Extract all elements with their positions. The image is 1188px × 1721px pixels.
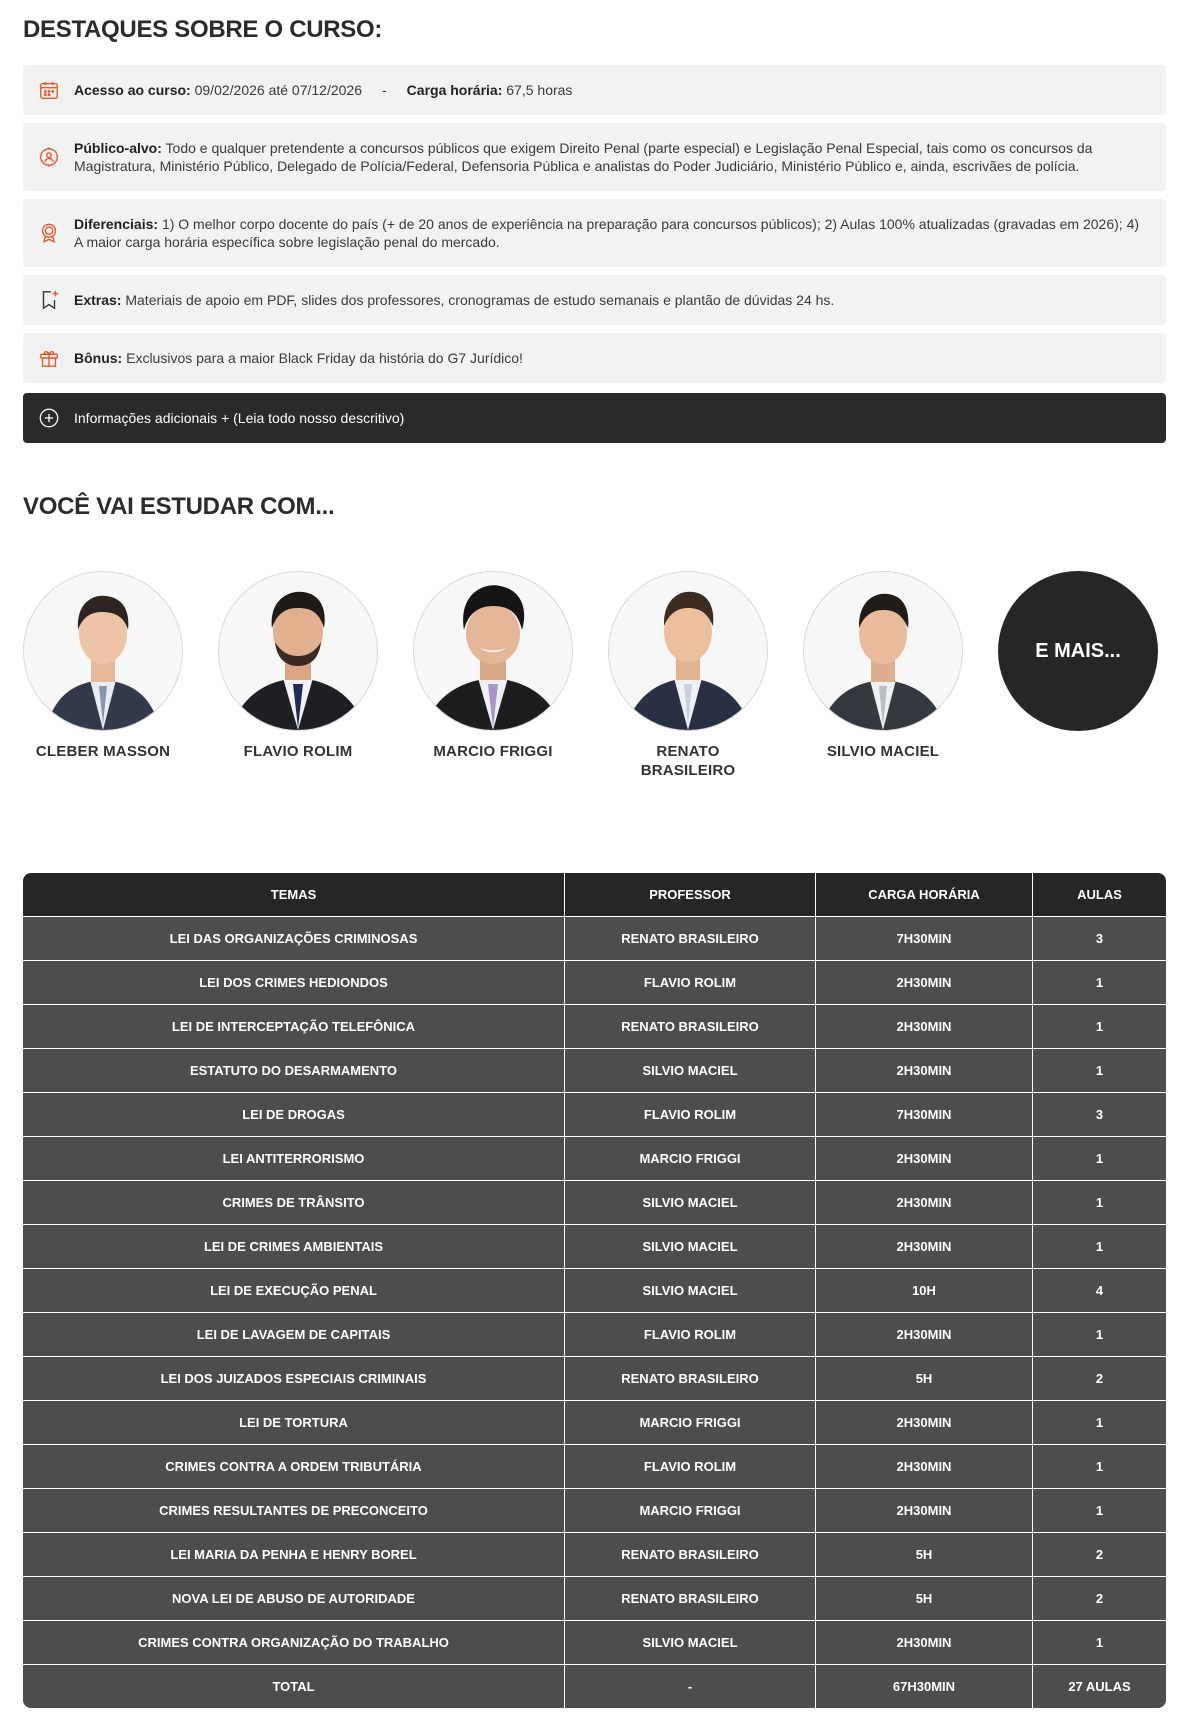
audience-value: Todo e qualquer pretendente a concursos públicos que exigem Direito Penal (parte especial) e Legislação Penal Especial, tais como os concursos da Magistratura, Ministério Público, Delegado de Polícia/Federal, Defensoria Pública e analistas do Poder Judiciário, Ministério Público e, ainda, escrivães de polícia. bbox=[74, 140, 1093, 174]
separator: - bbox=[382, 82, 387, 98]
header-carga-horaria: CARGA HORÁRIA bbox=[816, 873, 1033, 917]
cell-carga-horaria: 2H30MIN bbox=[816, 1313, 1033, 1357]
cell-aulas: 4 bbox=[1033, 1269, 1166, 1313]
extras-row bbox=[23, 275, 1166, 325]
cell-aulas: 1 bbox=[1033, 1049, 1166, 1093]
cell-carga-horaria: 2H30MIN bbox=[816, 1137, 1033, 1181]
cell-aulas: 2 bbox=[1033, 1533, 1166, 1577]
hours-label: Carga horária: bbox=[406, 82, 503, 98]
calendar-icon bbox=[37, 78, 61, 102]
table-row bbox=[23, 1005, 1166, 1049]
table-row bbox=[23, 917, 1166, 961]
table-body bbox=[23, 917, 1166, 1708]
cell-aulas: 1 bbox=[1033, 1005, 1166, 1049]
cell-carga-horaria: 2H30MIN bbox=[816, 1005, 1033, 1049]
cell-aulas: 1 bbox=[1033, 1225, 1166, 1269]
cell-professor: SILVIO MACIEL bbox=[565, 1269, 816, 1313]
header-temas: TEMAS bbox=[23, 873, 565, 917]
table-row bbox=[23, 961, 1166, 1005]
cell-tema: LEI DE DROGAS bbox=[23, 1093, 565, 1137]
table-row bbox=[23, 1621, 1166, 1665]
cell-tema: CRIMES CONTRA ORGANIZAÇÃO DO TRABALHO bbox=[23, 1621, 565, 1665]
cell-professor: MARCIO FRIGGI bbox=[565, 1401, 816, 1445]
bookmark-plus-icon bbox=[37, 288, 61, 312]
teacher-name: CLEBER MASSON bbox=[35, 743, 171, 760]
cell-aulas: 1 bbox=[1033, 1137, 1166, 1181]
more-info-label: Informações adicionais + (Leia todo nosso descritivo) bbox=[74, 410, 405, 426]
table-row bbox=[23, 1357, 1166, 1401]
header-aulas: AULAS bbox=[1033, 873, 1166, 917]
table-row bbox=[23, 1225, 1166, 1269]
avatar bbox=[413, 571, 573, 731]
cell-aulas: 2 bbox=[1033, 1577, 1166, 1621]
table-row bbox=[23, 1137, 1166, 1181]
cell-tema: LEI DE INTERCEPTAÇÃO TELEFÔNICA bbox=[23, 1005, 565, 1049]
bonus-row bbox=[23, 333, 1166, 383]
cell-carga-horaria: 2H30MIN bbox=[816, 1049, 1033, 1093]
plus-circle-icon bbox=[37, 406, 61, 430]
cell-professor: RENATO BRASILEIRO bbox=[565, 1005, 816, 1049]
cell-carga-horaria: 2H30MIN bbox=[816, 1225, 1033, 1269]
header-professor: PROFESSOR bbox=[565, 873, 816, 917]
target-person-icon bbox=[37, 145, 61, 169]
cell-carga-horaria: 2H30MIN bbox=[816, 1489, 1033, 1533]
cell-tema: LEI DE TORTURA bbox=[23, 1401, 565, 1445]
cell-aulas: 2 bbox=[1033, 1357, 1166, 1401]
cell-aulas: 1 bbox=[1033, 1181, 1166, 1225]
cell-aulas: 1 bbox=[1033, 1313, 1166, 1357]
teacher-card bbox=[218, 571, 378, 761]
cell-tema: CRIMES DE TRÂNSITO bbox=[23, 1181, 565, 1225]
cell-carga-horaria: 2H30MIN bbox=[816, 1181, 1033, 1225]
gift-icon bbox=[37, 346, 61, 370]
cell-tema: NOVA LEI DE ABUSO DE AUTORIDADE bbox=[23, 1577, 565, 1621]
differentials-label: Diferenciais: bbox=[74, 216, 159, 232]
more-info-toggle[interactable] bbox=[23, 393, 1166, 443]
table-row bbox=[23, 1533, 1166, 1577]
cell-tema: LEI MARIA DA PENHA E HENRY BOREL bbox=[23, 1533, 565, 1577]
teachers-title: VOCÊ VAI ESTUDAR COM... bbox=[23, 493, 335, 520]
teachers-list bbox=[23, 571, 1173, 791]
avatar bbox=[803, 571, 963, 731]
table-row bbox=[23, 1181, 1166, 1225]
cell-professor: FLAVIO ROLIM bbox=[565, 1313, 816, 1357]
extras-value: Materiais de apoio em PDF, slides dos professores, cronogramas de estudo semanais e plantão de dúvidas 24 hs. bbox=[125, 292, 835, 308]
cell-tema: LEI DE CRIMES AMBIENTAIS bbox=[23, 1225, 565, 1269]
access-value: 09/02/2026 até 07/12/2026 bbox=[194, 82, 362, 98]
cell-carga-horaria: 5H bbox=[816, 1577, 1033, 1621]
table-row bbox=[23, 1269, 1166, 1313]
teacher-card bbox=[23, 571, 183, 761]
cell-carga-horaria: 2H30MIN bbox=[816, 1401, 1033, 1445]
cell-aulas: 1 bbox=[1033, 1621, 1166, 1665]
table-row bbox=[23, 1401, 1166, 1445]
cell-tema: LEI ANTITERRORISMO bbox=[23, 1137, 565, 1181]
cell-aulas: 3 bbox=[1033, 1093, 1166, 1137]
cell-tema: CRIMES CONTRA A ORDEM TRIBUTÁRIA bbox=[23, 1445, 565, 1489]
cell-professor: RENATO BRASILEIRO bbox=[565, 1533, 816, 1577]
access-row bbox=[23, 65, 1166, 115]
cell-professor: MARCIO FRIGGI bbox=[565, 1137, 816, 1181]
cell-aulas: 27 AULAS bbox=[1033, 1665, 1166, 1708]
avatar bbox=[218, 571, 378, 731]
cell-carga-horaria: 7H30MIN bbox=[816, 1093, 1033, 1137]
cell-professor: FLAVIO ROLIM bbox=[565, 1445, 816, 1489]
cell-aulas: 1 bbox=[1033, 961, 1166, 1005]
cell-professor: SILVIO MACIEL bbox=[565, 1621, 816, 1665]
cell-professor: RENATO BRASILEIRO bbox=[565, 1357, 816, 1401]
access-label: Acesso ao curso: bbox=[74, 82, 191, 98]
cell-tema: LEI DE LAVAGEM DE CAPITAIS bbox=[23, 1313, 565, 1357]
cell-carga-horaria: 2H30MIN bbox=[816, 1621, 1033, 1665]
cell-aulas: 1 bbox=[1033, 1401, 1166, 1445]
cell-carga-horaria: 5H bbox=[816, 1357, 1033, 1401]
cell-carga-horaria: 2H30MIN bbox=[816, 1445, 1033, 1489]
cell-professor: SILVIO MACIEL bbox=[565, 1181, 816, 1225]
cell-carga-horaria: 10H bbox=[816, 1269, 1033, 1313]
highlights-title: DESTAQUES SOBRE O CURSO: bbox=[23, 16, 383, 43]
differentials-value: 1) O melhor corpo docente do país (+ de 20 anos de experiência na preparação para concursos públicos); 2) Aulas 100% atualizadas (gravadas em 2026); 4) A maior carga horária específica sobre legislação penal do mercado. bbox=[74, 216, 1140, 250]
more-teachers-button[interactable]: E MAIS... bbox=[998, 571, 1158, 731]
teacher-card bbox=[413, 571, 573, 761]
audience-label: Público-alvo: bbox=[74, 140, 162, 156]
avatar bbox=[608, 571, 768, 731]
table-row bbox=[23, 1445, 1166, 1489]
teacher-card bbox=[608, 571, 768, 780]
extras-label: Extras: bbox=[74, 292, 122, 308]
teacher-card bbox=[803, 571, 963, 761]
cell-tema: LEI DE EXECUÇÃO PENAL bbox=[23, 1269, 565, 1313]
table-row bbox=[23, 1093, 1166, 1137]
cell-aulas: 1 bbox=[1033, 1489, 1166, 1533]
cell-professor: FLAVIO ROLIM bbox=[565, 1093, 816, 1137]
table-row bbox=[23, 1049, 1166, 1093]
teacher-name: FLAVIO ROLIM bbox=[243, 743, 353, 760]
course-schedule-table bbox=[23, 873, 1166, 1708]
cell-tema: ESTATUTO DO DESARMAMENTO bbox=[23, 1049, 565, 1093]
cell-professor: SILVIO MACIEL bbox=[565, 1225, 816, 1269]
cell-professor: RENATO BRASILEIRO bbox=[565, 917, 816, 961]
teacher-name: SILVIO MACIEL bbox=[826, 743, 940, 760]
cell-professor: FLAVIO ROLIM bbox=[565, 961, 816, 1005]
cell-tema: CRIMES RESULTANTES DE PRECONCEITO bbox=[23, 1489, 565, 1533]
table-total-row bbox=[23, 1665, 1166, 1708]
cell-carga-horaria: 2H30MIN bbox=[816, 961, 1033, 1005]
bonus-label: Bônus: bbox=[74, 350, 123, 366]
table-header-row bbox=[23, 873, 1166, 917]
cell-aulas: 3 bbox=[1033, 917, 1166, 961]
avatar bbox=[23, 571, 183, 731]
bonus-value: Exclusivos para a maior Black Friday da história do G7 Jurídico! bbox=[126, 350, 523, 366]
cell-professor: - bbox=[565, 1665, 816, 1708]
differentials-row bbox=[23, 199, 1166, 267]
cell-carga-horaria: 67H30MIN bbox=[816, 1665, 1033, 1708]
cell-tema: TOTAL bbox=[23, 1665, 565, 1708]
cell-aulas: 1 bbox=[1033, 1445, 1166, 1489]
cell-tema: LEI DAS ORGANIZAÇÕES CRIMINOSAS bbox=[23, 917, 565, 961]
cell-carga-horaria: 5H bbox=[816, 1533, 1033, 1577]
cell-professor: SILVIO MACIEL bbox=[565, 1049, 816, 1093]
cell-tema: LEI DOS CRIMES HEDIONDOS bbox=[23, 961, 565, 1005]
teacher-name: RENATO BRASILEIRO bbox=[640, 743, 736, 779]
table-row bbox=[23, 1489, 1166, 1533]
table-row bbox=[23, 1313, 1166, 1357]
cell-professor: RENATO BRASILEIRO bbox=[565, 1577, 816, 1621]
teacher-name: MARCIO FRIGGI bbox=[433, 743, 553, 760]
table-row bbox=[23, 1577, 1166, 1621]
hours-value: 67,5 horas bbox=[506, 82, 573, 98]
cell-tema: LEI DOS JUIZADOS ESPECIAIS CRIMINAIS bbox=[23, 1357, 565, 1401]
more-teachers[interactable] bbox=[998, 571, 1158, 731]
medal-icon bbox=[37, 221, 61, 245]
cell-professor: MARCIO FRIGGI bbox=[565, 1489, 816, 1533]
audience-row bbox=[23, 123, 1166, 191]
cell-carga-horaria: 7H30MIN bbox=[816, 917, 1033, 961]
